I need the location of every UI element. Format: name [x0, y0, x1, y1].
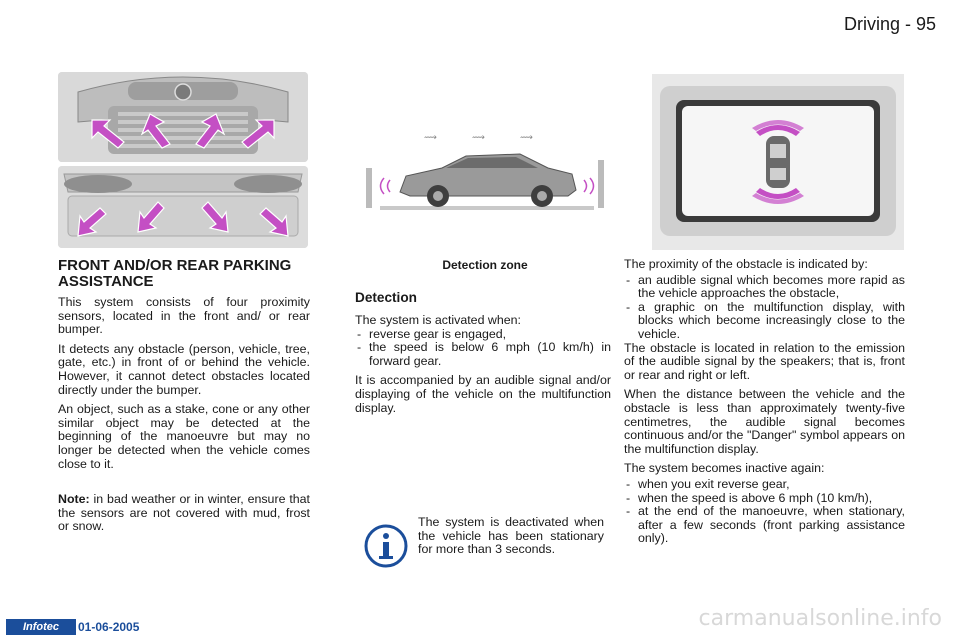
svg-text:⟿: ⟿	[520, 133, 533, 143]
intro-paragraph: An object, such as a stake, cone or any other similar object may be detected at the beginning of the manoeuvre but may no longer be detected when the vehicle comes close to it.	[58, 402, 310, 471]
list-item: - at the end of the manoeuvre, when stationary, after a few seconds (front parking assistance only).	[624, 505, 905, 546]
obstacle-location-text: The obstacle is located in relation to the emission of the audible signal by the speakers; that is, front or rear and right or left.	[624, 340, 905, 382]
rear-bumper-sensors-figure	[58, 166, 308, 248]
info-box	[360, 516, 610, 590]
front-bumper-sensors-figure	[58, 72, 308, 162]
activation-conditions-list	[355, 328, 611, 369]
detection-zone-car-figure	[362, 122, 608, 218]
watermark: carmanualsonline.info	[698, 606, 942, 631]
page-number-header: Driving - 95	[843, 14, 936, 34]
info-icon	[364, 524, 408, 573]
list-item: - reverse gear is engaged,	[355, 328, 611, 342]
infotec-logo: Infotec	[6, 619, 76, 635]
list-item: - when the speed is above 6 mph (10 km/h),	[624, 492, 905, 506]
proximity-column	[624, 258, 905, 552]
list-item: - an audible signal which becomes more rapid as the vehicle approaches the obstacle,	[624, 274, 905, 301]
danger-text: When the distance between the vehicle and the obstacle is less than approximately twenty-five centimetres, the audible signal becomes continuous and/or the "Danger" symbol appears on the multifunction display.	[624, 387, 905, 456]
inactive-intro: The system becomes inactive again:	[624, 461, 825, 476]
footer-date: 01-06-2005	[78, 620, 140, 634]
multifunction-display-figure	[652, 74, 904, 250]
detection-column	[355, 314, 611, 421]
weather-note	[58, 493, 310, 534]
detection-heading: Detection	[355, 290, 417, 305]
list-item: - a graphic on the multifunction display, with blocks which become increasingly close to the vehicle.	[624, 301, 905, 342]
note-label: Note:	[58, 492, 90, 507]
indicators-list	[624, 274, 905, 342]
svg-text:⟿: ⟿	[472, 133, 485, 143]
note-text: in bad weather or in winter, ensure that the sensors are not covered with mud, frost or snow.	[58, 492, 310, 534]
intro-column	[58, 296, 310, 540]
accompanied-text: It is accompanied by an audible signal and/or displaying of the vehicle on the multifunction display.	[355, 373, 611, 415]
intro-paragraph: This system consists of four proximity sensors, located in the front and/ or rear bumper.	[58, 295, 310, 337]
detection-zone-caption: Detection zone	[442, 258, 528, 272]
list-item: - the speed is below 6 mph (10 km/h) in forward gear.	[355, 341, 611, 368]
intro-paragraph: It detects any obstacle (person, vehicle, tree, gate, etc.) in front of or behind the vehicle. However, it cannot detect obstacles located directly under the bumper.	[58, 341, 310, 397]
deactivation-info-text: The system is deactivated when the vehicle has been stationary for more than 3 seconds.	[418, 515, 604, 557]
svg-text:⟿: ⟿	[424, 133, 437, 143]
inactive-conditions-list	[624, 478, 905, 546]
proximity-intro: The proximity of the obstacle is indicated by:	[624, 257, 868, 271]
section-title: FRONT AND/OR REAR PARKING ASSISTANCE	[58, 257, 292, 290]
activation-intro: The system is activated when:	[355, 313, 521, 327]
list-item: - when you exit reverse gear,	[624, 478, 905, 492]
